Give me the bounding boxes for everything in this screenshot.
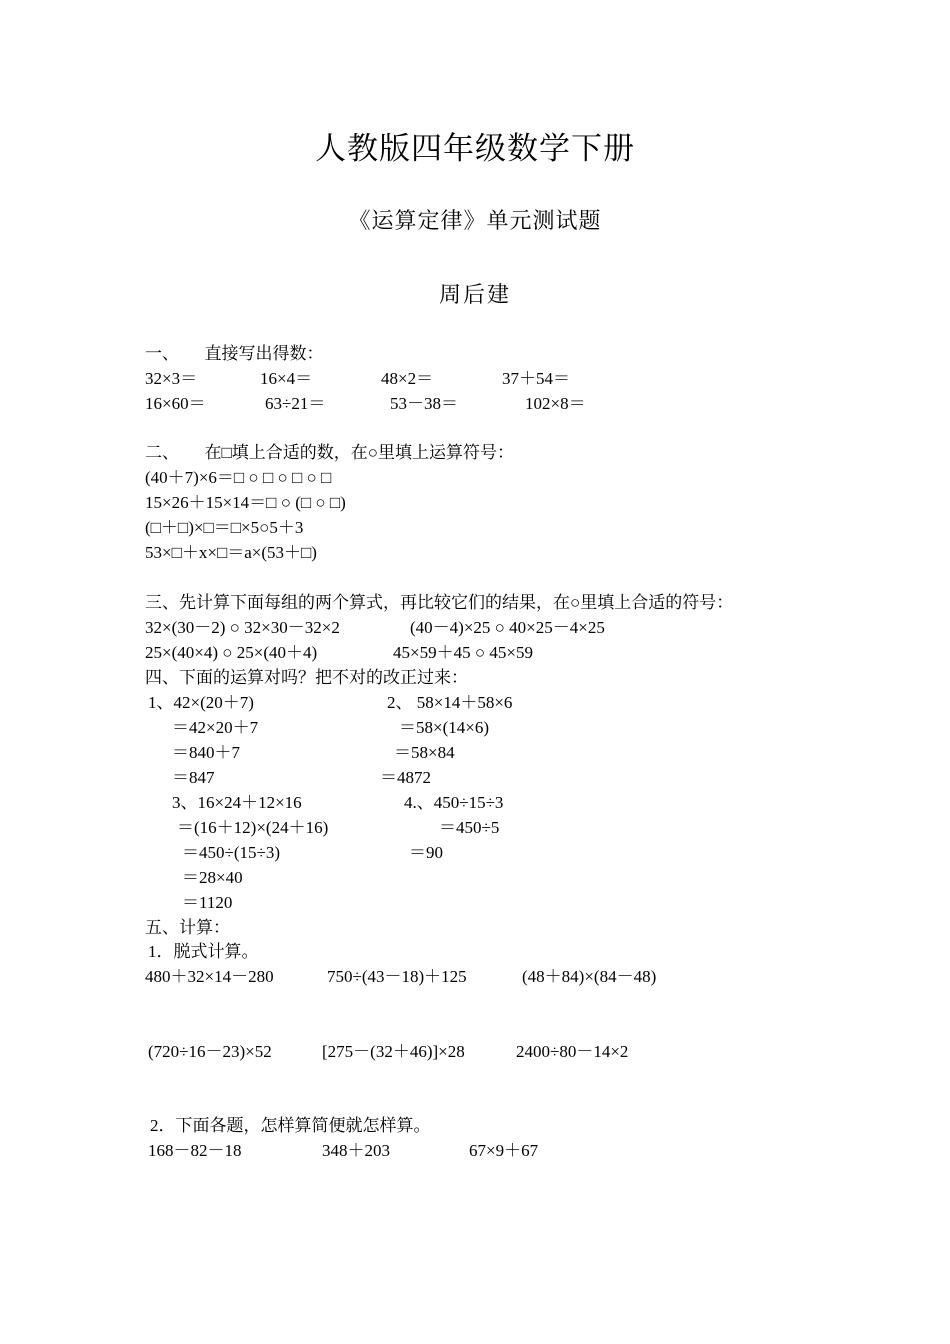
- s1-problem: 102×8＝: [525, 394, 586, 413]
- s4-step: ＝847: [172, 768, 215, 787]
- s1-problem: 53－38＝: [390, 394, 458, 413]
- s4-step: ＝58×84: [394, 743, 455, 762]
- s1-problem: 48×2＝: [381, 369, 434, 388]
- s4-step: 2、 58×14＋58×6: [387, 693, 513, 712]
- s5-subheading: 2．下面各题，怎样算简便就怎样算。: [150, 1116, 431, 1135]
- s1-problem: 16×60＝: [145, 394, 206, 413]
- s4-step: ＝28×40: [182, 868, 243, 887]
- s4-step: 1、42×(20＋7): [148, 693, 254, 712]
- s3-comparison: (40－4)×25 ○ 40×25－4×25: [410, 618, 605, 637]
- s4-step: ＝4872: [380, 768, 431, 787]
- s4-step: ＝450÷(15÷3): [182, 843, 280, 862]
- s4-step: 3、16×24＋12×16: [172, 793, 302, 812]
- s5-expression: 480＋32×14－280: [145, 967, 274, 986]
- s2-problem: (□＋□)×□＝□×5○5＋3: [145, 518, 304, 537]
- s4-step: ＝58×(14×6): [399, 718, 489, 737]
- s1-problem: 37＋54＝: [502, 369, 570, 388]
- s1-problem: 32×3＝: [145, 369, 198, 388]
- s4-step: ＝90: [409, 843, 443, 862]
- s5-expression: (48＋84)×(84－48): [522, 967, 657, 986]
- s3-comparison: 32×(30－2) ○ 32×30－32×2: [145, 618, 340, 637]
- s5-expression: 750÷(43－18)＋125: [327, 967, 467, 986]
- s5-expression: [275－(32＋46)]×28: [322, 1042, 465, 1061]
- section-4-heading: 四、下面的运算对吗？把不对的改正过来：: [145, 668, 468, 687]
- s3-comparison: 25×(40×4) ○ 25×(40＋4): [145, 643, 318, 662]
- section-1-heading: 一、 直接写出得数：: [145, 344, 324, 363]
- section-3-heading: 三、先计算下面每组的两个算式，再比较它们的结果，在○里填上合适的符号：: [145, 593, 734, 612]
- s3-comparison: 45×59＋45 ○ 45×59: [393, 643, 533, 662]
- s4-step: ＝42×20＋7: [172, 718, 259, 737]
- s5-subheading: 1．脱式计算。: [148, 942, 259, 961]
- document-author: 周后建: [438, 282, 511, 307]
- s5-expression: 67×9＋67: [469, 1141, 539, 1160]
- s4-step: ＝(16＋12)×(24＋16): [177, 818, 329, 837]
- s2-problem: 15×26＋15×14＝□ ○ (□ ○ □): [145, 493, 346, 512]
- s4-step: ＝450÷5: [439, 818, 500, 837]
- s2-problem: 53×□＋x×□＝a×(53＋□): [145, 543, 317, 562]
- s5-expression: 168－82－18: [148, 1141, 242, 1160]
- s5-expression: 2400÷80－14×2: [516, 1042, 629, 1061]
- document-subtitle: 《运算定律》单元测试题: [348, 208, 602, 233]
- s2-problem: (40＋7)×6＝□ ○ □ ○ □ ○ □: [145, 468, 332, 487]
- s4-step: 4.、450÷15÷3: [404, 793, 504, 812]
- section-5-heading: 五、计算：: [145, 918, 230, 937]
- s1-problem: 63÷21＝: [265, 394, 326, 413]
- section-2-heading: 二、 在□填上合适的数，在○里填上运算符号：: [145, 443, 515, 462]
- s4-step: ＝1120: [182, 893, 233, 912]
- s5-expression: (720÷16－23)×52: [148, 1042, 272, 1061]
- s4-step: ＝840＋7: [172, 743, 240, 762]
- s1-problem: 16×4＝: [260, 369, 313, 388]
- s5-expression: 348＋203: [322, 1141, 390, 1160]
- document-title: 人教版四年级数学下册: [315, 131, 635, 166]
